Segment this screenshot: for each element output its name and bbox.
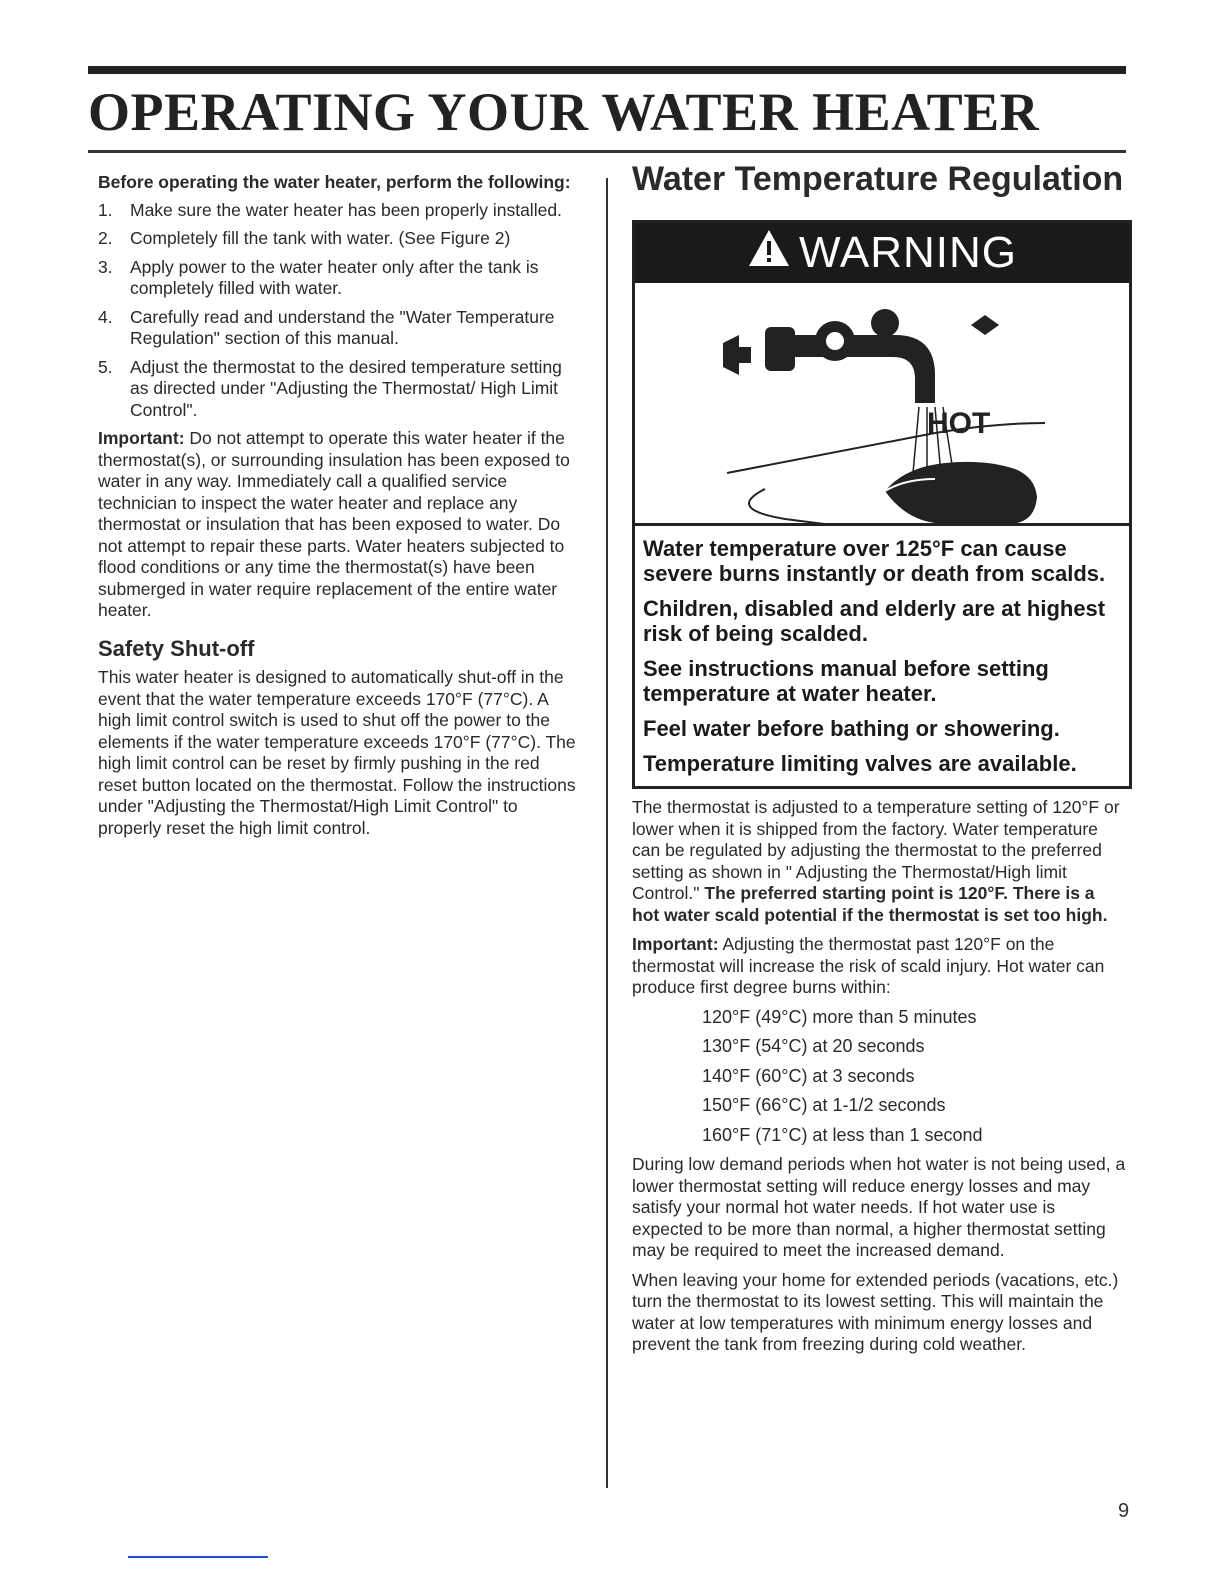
footer-line: [128, 1556, 268, 1558]
faucet-icon: [723, 309, 999, 403]
warning-triangle-icon: [747, 228, 791, 279]
list-item: 3. Apply power to the water heater only after the tank is completely filled with water.: [98, 256, 539, 298]
list-item: 120°F (49°C) more than 5 minutes: [702, 1006, 977, 1027]
thermostat-paragraph: The thermostat is adjusted to a temperature setting of 120°F or lower when it is shipped from the factory. Water temperature can be regulated by adjusting the thermostat to the preferred setting as shown in " Adjusting the Thermostat/High limit Control." The preferred starting point is 120°F. There is a hot water scald potential if the thermostat is set too high.: [632, 797, 1120, 925]
warning-line: Children, disabled and elderly are at highest risk of being scalded.: [643, 596, 1106, 646]
warning-line: Water temperature over 125°F can cause severe burns instantly or death from scalds.: [643, 536, 1106, 586]
list-item: 140°F (60°C) at 3 seconds: [702, 1065, 915, 1086]
preferred-setting-note: The preferred starting point is 120°F. There is a hot water scald potential if the thermostat is set too high.: [632, 883, 1108, 925]
warning-text: [635, 523, 1129, 786]
important-paragraph: [98, 428, 582, 622]
warning-line: Feel water before bathing or showering.: [643, 716, 1060, 741]
important-text: Adjusting the thermostat past 120°F on the thermostat will increase the risk of scald injury. Hot water can produce first degree burns within:: [632, 934, 1105, 997]
important-paragraph: [632, 934, 1126, 999]
important-text: Do not attempt to operate this water heater if the thermostat(s), or surrounding insulation has been exposed to water in any way. Immediately call a qualified service technician to inspect the water heater and replace any thermostat or insulation that has been exposed to water. Do not attempt to repair these parts. Water heaters subjected to flood conditions or any time the thermostat(s) have been submerged in water require replacement of the entire water heater.: [98, 428, 570, 620]
left-column: [98, 172, 582, 847]
list-item: 2. Completely fill the tank with water. (See Figure 2): [98, 228, 511, 248]
hand-icon: [885, 462, 1037, 523]
list-item: 1. Make sure the water heater has been properly installed.: [98, 199, 562, 220]
vacation-paragraph: When leaving your home for extended periods (vacations, etc.) turn the thermostat to its lowest setting. This will maintain the water at low temperatures with minimum energy losses and prevent the tank from freezing during cold weather.: [632, 1269, 1119, 1354]
steps-list: [98, 200, 582, 422]
intro-heading: Before operating the water heater, perform the following:: [98, 172, 571, 192]
list-item: 160°F (71°C) at less than 1 second: [702, 1124, 983, 1145]
low-demand-paragraph: During low demand periods when hot water is not being used, a lower thermostat setting will reduce energy losses and may satisfy your normal hot water needs. If hot water use is expected to be more than normal, a higher thermostat setting may be required to meet the increased demand.: [632, 1154, 1126, 1260]
title-rule: [88, 150, 1126, 153]
column-divider: [606, 178, 608, 1488]
warning-line: See instructions manual before setting temperature at water heater.: [643, 656, 1049, 706]
right-column: [632, 160, 1126, 1364]
warning-label: WARNING: [798, 228, 1018, 277]
page-number: 9: [1118, 1500, 1130, 1522]
burn-times-list: [702, 1007, 1126, 1147]
top-rule: [88, 66, 1126, 74]
list-item: 150°F (66°C) at 1-1/2 seconds: [702, 1095, 946, 1115]
safety-heading: Safety Shut-off: [98, 635, 255, 661]
list-item: 4. Carefully read and understand the "Water Temperature Regulation" section of this manual.: [98, 306, 555, 348]
list-item: 5. Adjust the thermostat to the desired temperature setting as directed under "Adjusting the Thermostat/ High Limit Control".: [98, 356, 562, 420]
scald-hazard-image: [635, 283, 1129, 523]
warning-banner: [635, 223, 1129, 283]
warning-line: Temperature limiting valves are available.: [643, 751, 1077, 776]
hot-label: HOT: [927, 407, 991, 440]
safety-text: This water heater is designed to automatically shut-off in the event that the water temperature exceeds 170°F (77°C). A high limit control switch is used to shut off the power to the elements if the water temperature exceeds 170°F (77°C). The high limit control can be reset by firmly pushing in the red reset button located on the thermostat. Follow the instructions under "Adjusting the Thermostat/High Limit Control" to properly reset the high limit control.: [98, 667, 576, 838]
warning-box: [632, 220, 1132, 789]
page-title: OPERATING YOUR WATER HEATER: [88, 82, 1040, 142]
important-label: Important:: [98, 428, 185, 448]
important-label: Important:: [632, 934, 719, 954]
list-item: 130°F (54°C) at 20 seconds: [702, 1036, 925, 1056]
regulation-body: [632, 797, 1126, 1356]
section-heading: Water Temperature Regulation: [632, 160, 1124, 198]
